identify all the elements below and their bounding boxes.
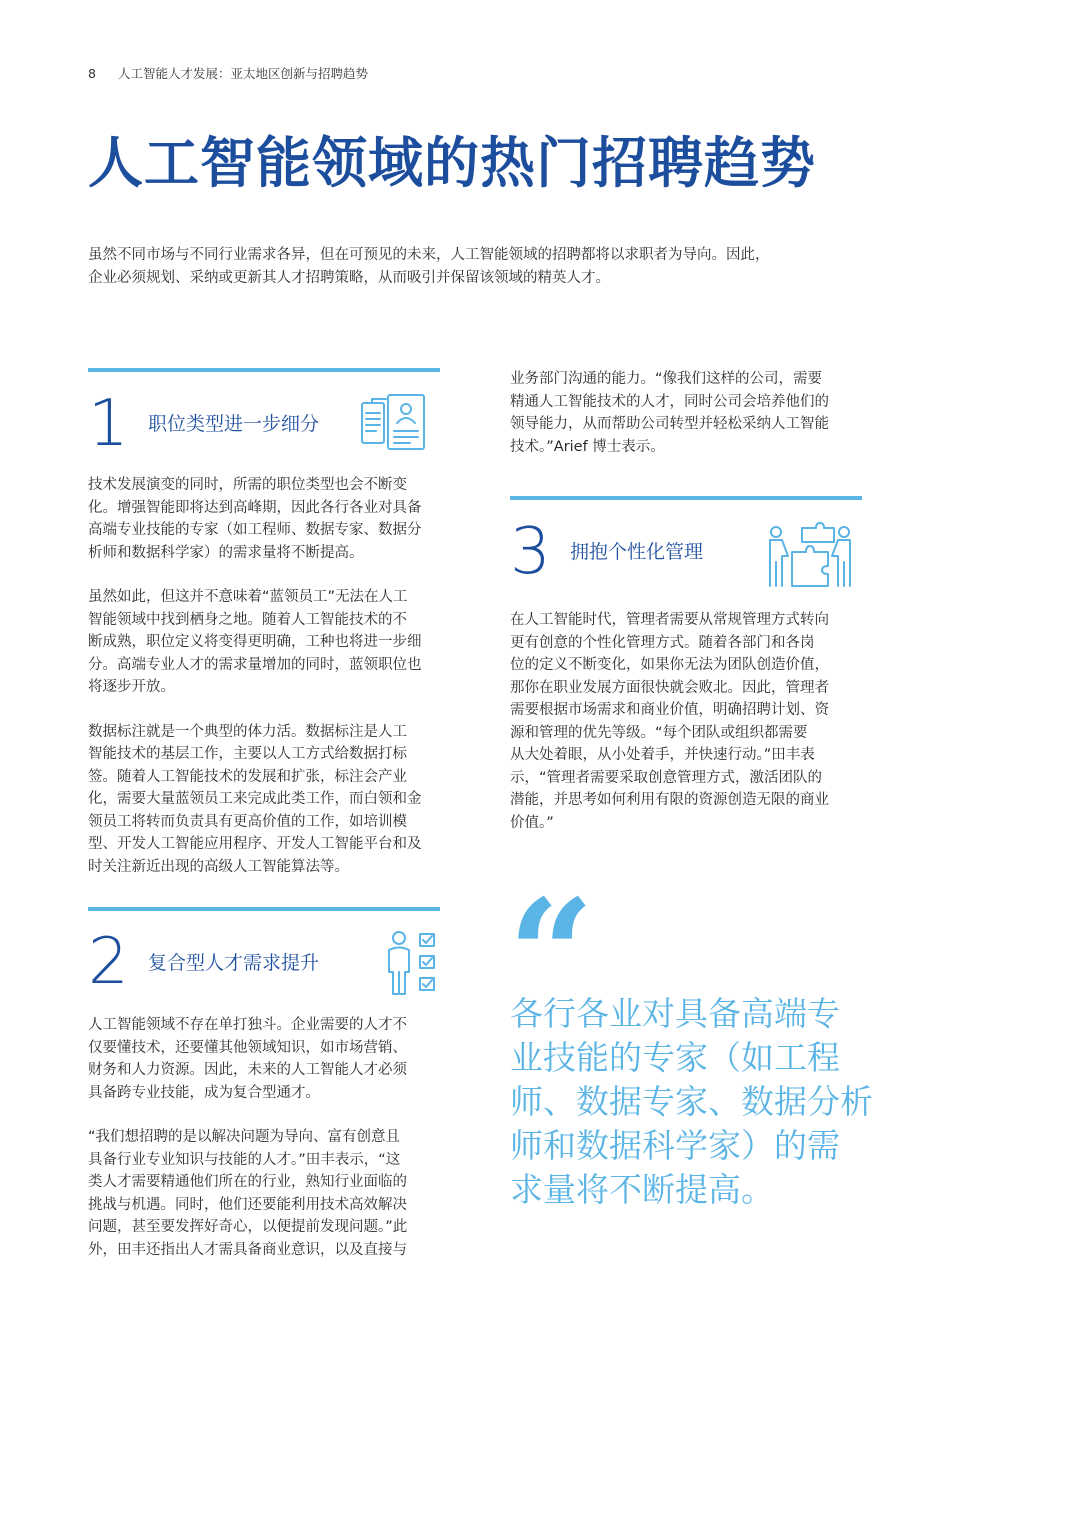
pull-quote-line: 业技能的专家（如工程 <box>510 1038 840 1077</box>
text-line: 时关注新近出现的高级人工智能算法等。 <box>88 858 349 875</box>
section-2-title: 复合型人才需求提升 <box>148 952 320 974</box>
text-line: 更有创意的个性化管理方式。随着各部门和各岗 <box>510 634 815 651</box>
text-line: 类人才需要精通他们所在的行业，熟知行业面临的 <box>88 1174 407 1190</box>
page-number: 8 <box>88 66 96 81</box>
text-line: 技术。”Arief 博士表示。 <box>510 438 665 455</box>
text-line: 高端专业技能的专家（如工程师、数据专家、数据分 <box>88 522 422 538</box>
pull-quote-line: 各行各业对具备高端专 <box>510 994 840 1033</box>
text-line: 签。随着人工智能技术的发展和扩张，标注会产业 <box>88 768 407 785</box>
intro-line: 企业必须规划、采纳或更新其人才招聘策略，从而吸引并保留该领域的精英人才。 <box>88 270 610 286</box>
text-line: 人工智能领域不存在单打独斗。企业需要的人才不 <box>88 1017 407 1033</box>
text-line: 源和管理的优先等级。“每个团队或组织都需要 <box>510 724 808 741</box>
section-3-number: 3 <box>510 515 551 589</box>
intro-paragraph <box>88 244 948 290</box>
text-line: 型、开发人工智能应用程序、开发人工智能平台和及 <box>88 836 422 852</box>
section-1-paragraph <box>88 586 458 699</box>
text-line: “我们想招聘的是以解决问题为导向、富有创意且 <box>88 1129 401 1145</box>
pull-quote-line: 求量将不断提高。 <box>510 1170 774 1209</box>
text-line: 从大处着眼，从小处着手，并快速行动。”田丰表 <box>510 747 815 763</box>
person-checklist-icon <box>384 930 440 996</box>
text-line: 仅要懂技术，还要懂其他领域知识，如市场营销、 <box>88 1039 407 1056</box>
team-puzzle-icon <box>762 522 858 588</box>
text-line: 需要根据市场需求和商业价值，明确招聘计划、资 <box>510 702 829 718</box>
text-line: 分。高端专业人才的需求量增加的同时，蓝领职位也 <box>88 656 422 673</box>
text-line: 在人工智能时代，管理者需要从常规管理方式转向 <box>510 612 829 628</box>
section-2-continued-paragraph <box>510 368 880 458</box>
text-line: 那你在职业发展方面很快就会败北。因此，管理者 <box>510 679 829 696</box>
text-line: 具备行业专业知识与技能的人才。”田丰表示，“这 <box>88 1151 401 1168</box>
text-line: 潜能，并思考如何利用有限的资源创造无限的商业 <box>510 792 829 808</box>
section-2-rule <box>88 907 440 911</box>
section-2-number: 2 <box>88 925 129 999</box>
section-2-paragraph <box>88 1126 458 1261</box>
text-line: 价值。” <box>510 814 554 831</box>
section-3-rule <box>510 496 862 500</box>
section-2-continuation <box>510 368 880 458</box>
section-1-paragraph <box>88 721 458 879</box>
section-1-title: 职位类型进一步细分 <box>148 413 320 435</box>
section-1-paragraph <box>88 474 458 564</box>
text-line: 技术发展演变的同时，所需的职位类型也会不断变 <box>88 477 407 493</box>
text-line: 断成熟，职位定义将变得更明确，工种也将进一步细 <box>88 634 422 650</box>
section-1-rule <box>88 368 440 372</box>
text-line: 问题，甚至要发挥好奇心，以便提前发现问题。”此 <box>88 1219 408 1235</box>
text-line: 虽然如此，但这并不意味着“蓝领员工”无法在人工 <box>88 589 408 605</box>
text-line: 挑战与机遇。同时，他们还要能利用技术高效解决 <box>88 1196 407 1213</box>
text-line: 将逐步开放。 <box>88 679 175 695</box>
text-line: 数据标注就是一个典型的体力活。数据标注是人工 <box>88 723 407 740</box>
text-line: 业务部门沟通的能力。“像我们这样的公司，需要 <box>510 371 823 387</box>
section-2-body <box>88 1014 458 1261</box>
text-line: 财务和人力资源。因此，未来的人工智能人才必须 <box>88 1062 407 1078</box>
running-header <box>88 64 368 82</box>
pull-quote <box>510 992 873 1212</box>
text-line: 智能领域中找到栖身之地。随着人工智能技术的不 <box>88 611 407 628</box>
section-3-paragraph <box>510 609 880 834</box>
text-line: 示，“管理者需要采取创意管理方式，激活团队的 <box>510 769 823 786</box>
page-title: 人工智能领域的热门招聘趋势 <box>88 131 817 195</box>
pull-quote-line: 师和数据科学家）的需 <box>510 1126 840 1165</box>
section-3-title: 拥抱个性化管理 <box>570 541 704 563</box>
text-line: 智能技术的基层工作，主要以人工方式给数据打标 <box>88 746 407 762</box>
text-line: 析师和数据科学家）的需求量将不断提高。 <box>88 544 364 561</box>
section-3-body <box>510 609 880 834</box>
section-1-number: 1 <box>88 387 129 461</box>
text-line: 精通人工智能技术的人才，同时公司会培养他们的 <box>510 393 829 410</box>
text-line: 具备跨专业技能，成为复合型通才。 <box>88 1084 320 1101</box>
text-line: 位的定义不断变化，如果你无法为团队创造价值， <box>510 657 829 673</box>
text-line: 领导能力，从而帮助公司转型并轻松采纳人工智能 <box>510 416 829 432</box>
section-1-body <box>88 474 458 878</box>
text-line: 化。增强智能即将达到高峰期，因此各行各业对具备 <box>88 499 422 516</box>
document-title: 人工智能人才发展：亚太地区创新与招聘趋势 <box>117 66 368 81</box>
text-line: 化，需要大量蓝领员工来完成此类工作，而白领和金 <box>88 791 422 807</box>
quote-mark-icon: “ <box>508 867 595 1043</box>
text-line: 外，田丰还指出人才需具备商业意识，以及直接与 <box>88 1241 407 1258</box>
intro-line: 虽然不同市场与不同行业需求各异，但在可预见的未来，人工智能领域的招聘都将以求职者为导向。因此， <box>88 247 770 263</box>
section-2-paragraph <box>88 1014 458 1104</box>
document-profiles-icon <box>358 391 428 453</box>
pull-quote-line: 师、数据专家、数据分析 <box>510 1082 873 1121</box>
text-line: 领员工将转而负责具有更高价值的工作，如培训模 <box>88 813 407 830</box>
